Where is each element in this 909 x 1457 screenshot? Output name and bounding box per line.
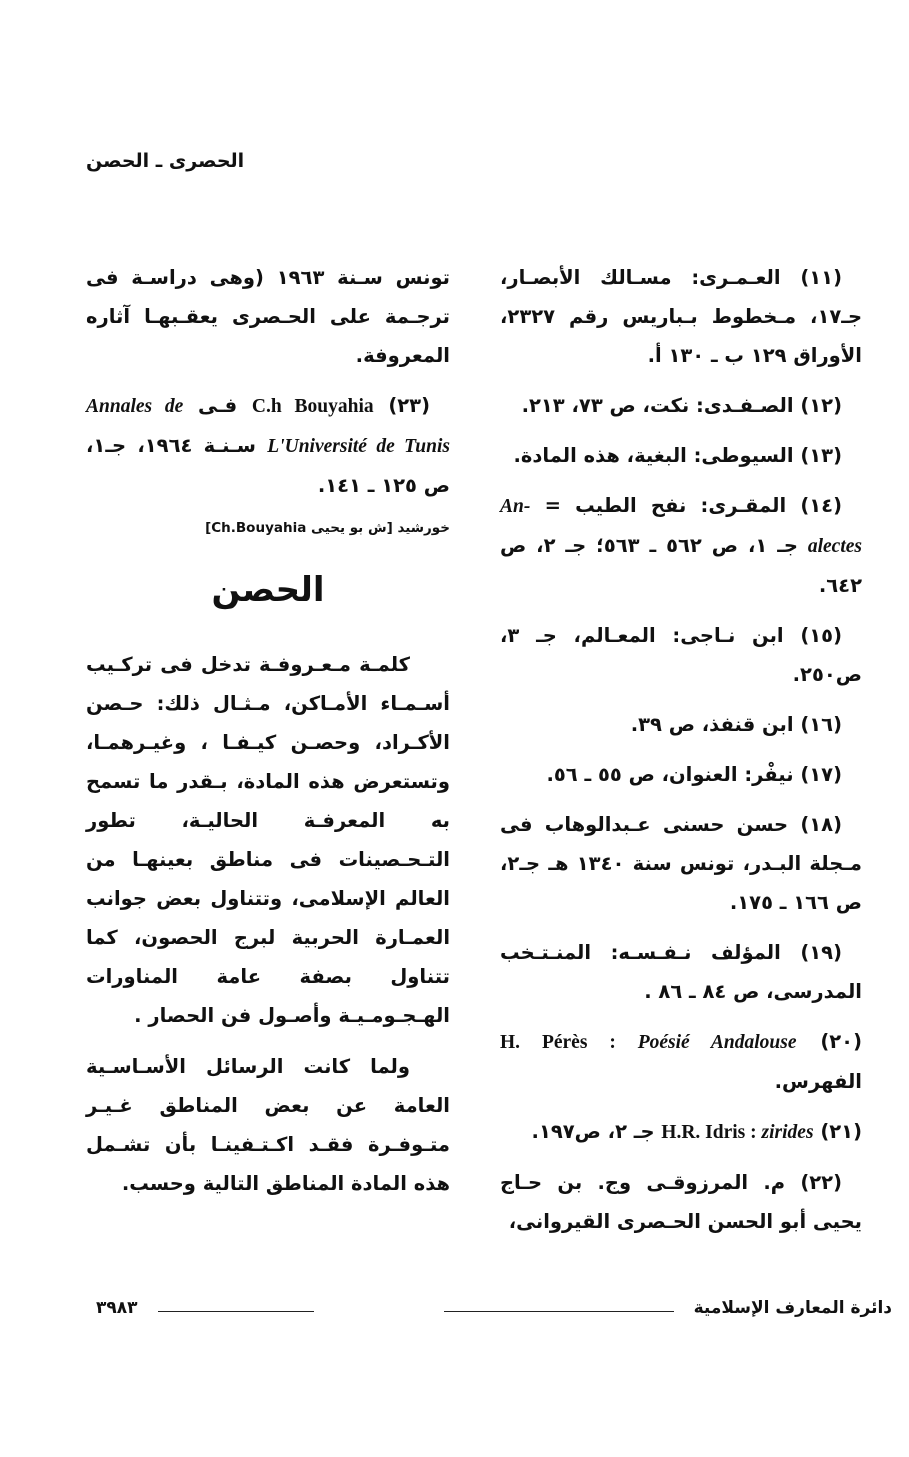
note-16: (١٦) ابن قنفذ، ص ٣٩. — [630, 713, 842, 736]
note-20-sep: : — [587, 1032, 638, 1053]
note-12: (١٢) الصـفـدى: نكت، ص ٧٣، ٢١٣. — [521, 394, 842, 417]
note-14-rest: جـ ١، ص ٥٦٢ ـ ٥٦٣؛ جـ ٢، ص ٦٤٢. — [500, 534, 862, 597]
note-22-continuation: تونس سـنة ١٩٦٣ (وهى دراسـة فى ترجـمة على الحـصرى يعقـبهـا آثاره المعروفة. — [86, 266, 451, 367]
note-23-author: C.h Bouyahia — [251, 396, 374, 417]
note-11: (١١) العـمـرى: مسـالك الأبصـار، جـ١٧، مـخطوط بـباريس رقم ٢٣٢٧، الأوراق ١٢٩ ب ـ ١٣٠ أ. — [500, 266, 862, 367]
note-21-title: zirides — [761, 1122, 814, 1143]
note-15: (١٥) ابن نـاجى: المعـالم، جـ ٣، ص٢٥٠. — [500, 624, 862, 686]
footer-title: دائرة المعارف الإسلامية — [693, 1298, 892, 1318]
note-20-author: H. Pérès — [500, 1032, 588, 1053]
note-20-num: (٢٠) — [820, 1030, 862, 1053]
note-23-mid: فـى — [183, 394, 252, 417]
footer-rule — [158, 1311, 314, 1312]
note-21 — [500, 1112, 862, 1152]
note-20-rest: الفهرس. — [774, 1070, 862, 1093]
author-signature: خورشيد [ش بو يحيى Ch.Bouyahia] — [205, 520, 450, 536]
note-20-title: Poésié Andalouse — [637, 1032, 797, 1053]
note-17: (١٧) نيفْر: العنوان، ص ٥٥ ـ ٥٦. — [546, 763, 842, 786]
note-23 — [86, 386, 450, 505]
note-19: (١٩) المؤلف نـفـسـه: المنـتـخب المدرسى، ص ٨٤ ـ ٨٦ . — [500, 941, 862, 1003]
page-number: ٣٩٨٣ — [96, 1298, 138, 1318]
body-paragraph: كلمـة مـعـروفـة تدخل فى تركـيب أسـمـاء الأمـاكن، مـثـال ذلك: حـصن الأكـراد، وحصـن كيـفـا ، وغيـرهمـا، وتستعرض هذه المادة، بـقدر ما تسمح به المعرفـة الحاليـة، تطور التـحـصينات فى مناطق بعينهـا من العالم الإسلامى، وتتناول بعض جوانب العمـارة الحربية لبرج الحصون، كما تتناول بصفة عامة المناورات الهـجـومـيـة وأصـول فن الحصار . — [86, 653, 450, 1027]
note-18: (١٨) حسن حسنى عـبدالوهاب فى مـجلة البـدر، تونس سنة ١٣٤٠ هـ جـ٢، ص ١٦٦ ـ ١٧٥. — [500, 813, 862, 914]
note-21-rest: جـ ٢، ص١٩٧. — [531, 1120, 662, 1143]
note-14 — [500, 486, 862, 605]
note-20 — [500, 1022, 862, 1101]
note-22: (٢٢) م. المرزوقـى وج. بن حـاج يحيى أبو الحسن الحـصرى القيروانى، — [500, 1171, 862, 1233]
note-23-journal: Annales de L'Université de Tunis — [86, 396, 450, 457]
footer-rule — [444, 1311, 674, 1312]
note-23-num: (٢٣) — [388, 394, 430, 417]
note-13: (١٣) السيوطى: البغية، هذه المادة. — [513, 444, 842, 467]
note-14-latin: An-alectes — [500, 496, 862, 557]
running-head: الحصرى ـ الحصن — [86, 150, 245, 172]
note-21-sep: : — [745, 1122, 762, 1143]
note-14-text: (١٤) المقـرى: نفح الطيب = — [530, 494, 842, 517]
notes-column — [500, 258, 862, 1252]
body-paragraph: ولما كانت الرسائل الأسـاسـية العامة عن بعض المناطق غـيـر متـوفـرة فقـد اكـتـفينـا بأن تشـمل هذه المادة المناطق التالية وحسب. — [86, 1055, 450, 1195]
note-21-num: (٢١) — [820, 1120, 862, 1143]
note-23-rest: سـنـة ١٩٦٤، جـ١، ص ١٢٥ ـ ١٤١. — [86, 434, 450, 497]
main-column — [86, 258, 450, 1215]
article-title: الحصن — [211, 570, 325, 610]
page-footer — [96, 1298, 892, 1322]
note-21-author: H.R. Idris — [661, 1122, 746, 1143]
